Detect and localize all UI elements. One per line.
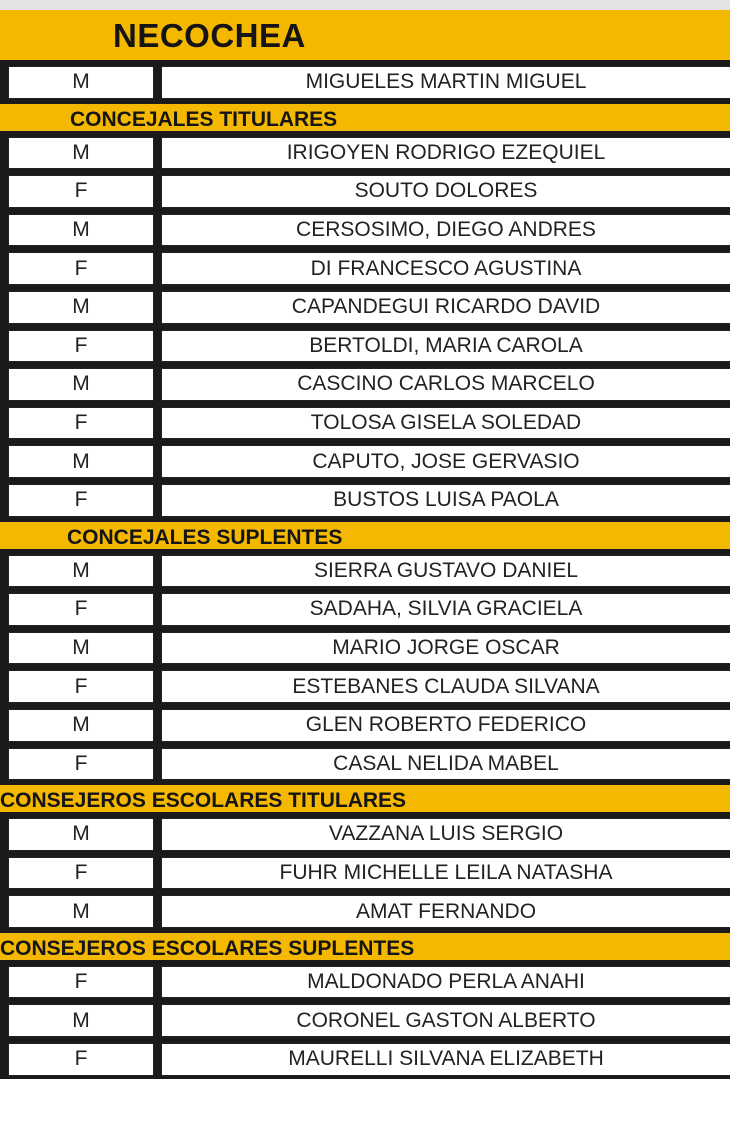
gender-cell: M — [8, 895, 154, 928]
name-cell: DI FRANCESCO AGUSTINA — [161, 252, 730, 285]
name-cell: BUSTOS LUISA PAOLA — [161, 484, 730, 517]
gender-cell: M — [8, 632, 154, 665]
name-cell: MARIO JORGE OSCAR — [161, 632, 730, 665]
table-row — [0, 211, 730, 250]
table-row — [0, 442, 730, 481]
row-left-border — [0, 134, 8, 173]
name-cell: CERSOSIMO, DIEGO ANDRES — [161, 214, 730, 247]
name-cell: SOUTO DOLORES — [161, 175, 730, 208]
table-row — [0, 365, 730, 404]
row-left-border — [0, 706, 8, 745]
row-left-border — [0, 854, 8, 893]
table-row — [0, 815, 730, 854]
row-left-border — [0, 745, 8, 784]
section-header — [0, 520, 730, 552]
row-left-border — [0, 365, 8, 404]
name-cell: GLEN ROBERTO FEDERICO — [161, 709, 730, 742]
section-header — [0, 931, 730, 963]
table-row — [0, 404, 730, 443]
row-left-border — [0, 63, 8, 102]
row-left-border — [0, 590, 8, 629]
gender-cell: M — [8, 137, 154, 170]
name-cell: CAPUTO, JOSE GERVASIO — [161, 445, 730, 478]
gender-cell: F — [8, 966, 154, 999]
gender-cell: F — [8, 857, 154, 890]
gender-cell: M — [8, 818, 154, 851]
gender-cell: F — [8, 330, 154, 363]
row-left-border — [0, 1040, 8, 1079]
section-heading: CONSEJEROS ESCOLARES TITULARES — [0, 789, 407, 813]
table-row — [0, 481, 730, 520]
table-row — [0, 327, 730, 366]
title-row — [0, 10, 730, 63]
gender-cell: F — [8, 175, 154, 208]
section-header — [0, 102, 730, 134]
gender-cell: F — [8, 670, 154, 703]
gender-cell: F — [8, 252, 154, 285]
section-heading: CONCEJALES SUPLENTES — [67, 525, 343, 549]
gender-cell: M — [8, 1004, 154, 1037]
name-cell: FUHR MICHELLE LEILA NATASHA — [161, 857, 730, 890]
row-left-border — [0, 667, 8, 706]
table-row — [0, 172, 730, 211]
row-left-border — [0, 815, 8, 854]
row-left-border — [0, 552, 8, 591]
section-heading: CONSEJEROS ESCOLARES SUPLENTES — [0, 936, 415, 960]
page-title: NECOCHEA — [113, 17, 306, 54]
table-row — [0, 134, 730, 173]
table-row — [0, 63, 730, 102]
gender-cell: M — [8, 445, 154, 478]
gender-cell: F — [8, 484, 154, 517]
name-cell: CAPANDEGUI RICARDO DAVID — [161, 291, 730, 324]
gender-cell: M — [8, 368, 154, 401]
row-left-border — [0, 1001, 8, 1040]
name-cell: BERTOLDI, MARIA CAROLA — [161, 330, 730, 363]
gender-cell: F — [8, 748, 154, 781]
gender-cell: F — [8, 593, 154, 626]
row-left-border — [0, 481, 8, 520]
table-row — [0, 288, 730, 327]
table-row — [0, 892, 730, 931]
name-cell: MALDONADO PERLA ANAHI — [161, 966, 730, 999]
table-row — [0, 629, 730, 668]
row-left-border — [0, 892, 8, 931]
gender-cell: M — [8, 555, 154, 588]
name-cell: CASCINO CARLOS MARCELO — [161, 368, 730, 401]
name-cell: SADAHA, SILVIA GRACIELA — [161, 593, 730, 626]
gender-cell: M — [8, 291, 154, 324]
name-cell: IRIGOYEN RODRIGO EZEQUIEL — [161, 137, 730, 170]
row-left-border — [0, 442, 8, 481]
row-left-border — [0, 404, 8, 443]
table-row — [0, 745, 730, 784]
name-cell: CASAL NELIDA MABEL — [161, 748, 730, 781]
table-row — [0, 667, 730, 706]
row-left-border — [0, 963, 8, 1002]
gender-cell: M — [8, 66, 154, 99]
name-cell: AMAT FERNANDO — [161, 895, 730, 928]
name-cell: TOLOSA GISELA SOLEDAD — [161, 407, 730, 440]
table-row — [0, 590, 730, 629]
table-row — [0, 963, 730, 1002]
name-cell: MIGUELES MARTIN MIGUEL — [161, 66, 730, 99]
name-cell: SIERRA GUSTAVO DANIEL — [161, 555, 730, 588]
table-row — [0, 706, 730, 745]
row-left-border — [0, 629, 8, 668]
section-heading: CONCEJALES TITULARES — [70, 107, 338, 131]
gender-cell: F — [8, 1043, 154, 1076]
row-left-border — [0, 288, 8, 327]
row-left-border — [0, 249, 8, 288]
table-row — [0, 854, 730, 893]
table-row — [0, 249, 730, 288]
table-row — [0, 1040, 730, 1079]
name-cell: VAZZANA LUIS SERGIO — [161, 818, 730, 851]
sections-container — [0, 102, 730, 1079]
gender-cell: M — [8, 214, 154, 247]
name-cell: CORONEL GASTON ALBERTO — [161, 1004, 730, 1037]
name-cell: MAURELLI SILVANA ELIZABETH — [161, 1043, 730, 1076]
row-left-border — [0, 327, 8, 366]
row-left-border — [0, 172, 8, 211]
row-left-border — [0, 211, 8, 250]
candidate-list-sheet — [0, 10, 730, 1079]
top-bar — [0, 0, 730, 10]
gender-cell: M — [8, 709, 154, 742]
name-cell: ESTEBANES CLAUDA SILVANA — [161, 670, 730, 703]
section-header — [0, 783, 730, 815]
table-row — [0, 1001, 730, 1040]
gender-cell: F — [8, 407, 154, 440]
table-row — [0, 552, 730, 591]
